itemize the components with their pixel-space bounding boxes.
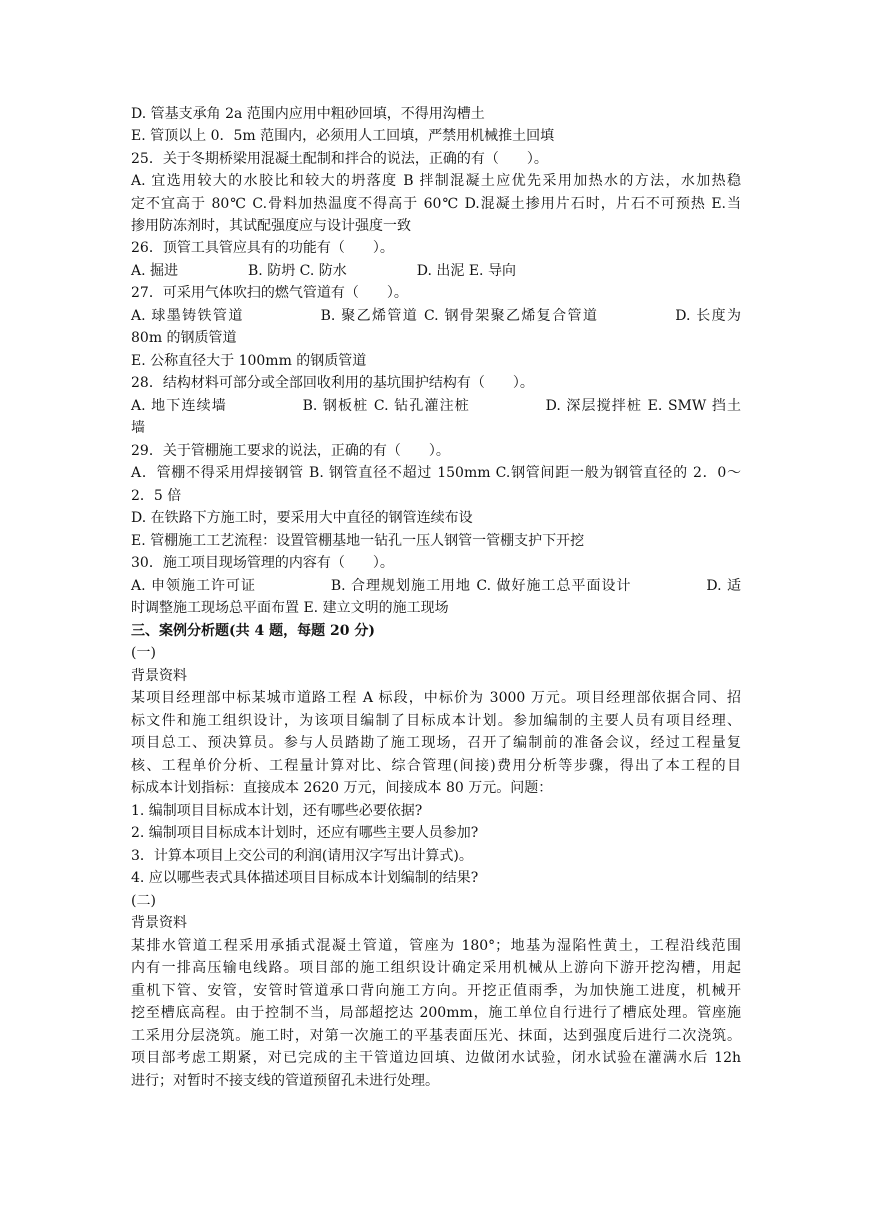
- text-line: E. 管棚施工工艺流程：设置管棚基地一钻孔一压人钢管一管棚支护下开挖: [131, 533, 585, 549]
- text-line: 定不宜高于 80℃ C.骨料加热温度不得高于 60℃ D.混凝土掺用片石时，片石不可预热 E.当: [131, 196, 741, 212]
- text-line: 进行；对暂时不接支线的管道预留孔未进行处理。: [131, 1073, 439, 1089]
- text-line: A. 掘进 B. 防坍 C. 防水 D. 出泥 E. 导向: [131, 263, 516, 279]
- text-line: A. 地下连续墙 B. 钢板桩 C. 钻孔灌注桩 D. 深层搅拌桩 E. SMW 挡土: [131, 398, 741, 414]
- text-line: 标文件和施工组织设计，为该项目编制了目标成本计划。参加编制的主要人员有项目经理、: [131, 713, 741, 729]
- question-item: 4. 应以哪些表式具体描述项目目标成本计划编制的结果?: [131, 870, 479, 886]
- case-number: (二): [131, 893, 156, 909]
- text-line: E. 公称直径大于 100mm 的钢质管道: [131, 353, 367, 369]
- text-line: D. 在铁路下方施工时，要采用大中直径的钢管连续布设: [131, 510, 473, 526]
- text-line: 某排水管道工程采用承插式混凝土管道，管座为 180°；地基为湿陷性黄土，工程沿线范围: [131, 938, 741, 954]
- text-line: 内有一排高压输电线路。项目部的施工组织设计确定采用机械从上游向下游开挖沟槽，用起: [131, 960, 741, 976]
- text-line: 标成本计划指标：直接成本 2620 万元，间接成本 80 万元。问题：: [131, 780, 553, 796]
- text-line: 掺用防冻剂时，其试配强度应与设计强度一致: [131, 218, 411, 234]
- text-line: 墙: [131, 420, 145, 436]
- text-line: A. 球墨铸铁管道 B. 聚乙烯管道 C. 钢骨架聚乙烯复合管道 D. 长度为: [131, 308, 741, 324]
- question-26: 26．顶管工具管应具有的功能有（ ）。: [131, 240, 394, 256]
- case-number: (一): [131, 645, 156, 661]
- question-28: 28．结构材料可部分或全部回收利用的基坑围护结构有（ ）。: [131, 375, 534, 391]
- text-line: A. 申领施工许可证 B. 合理规划施工用地 C. 做好施工总平面设计 D. 适: [131, 578, 741, 594]
- text-line: 某项目经理部中标某城市道路工程 A 标段，中标价为 3000 万元。项目经理部依据合同、招: [131, 690, 741, 706]
- text-line: A．管棚不得采用焊接钢管 B. 钢管直径不超过 150mm C.钢管间距一般为钢管直径的 2．0～: [131, 465, 741, 481]
- subheading: 背景资料: [131, 915, 187, 931]
- text-line: E. 管顶以上 0．5m 范围内，必须用人工回填，严禁用机械推土回填: [131, 128, 555, 144]
- text-line: 核、工程单价分析、工程量计算对比、综合管理(间接)费用分析等步骤，得出了本工程的目: [131, 758, 741, 774]
- text-line: 项目部考虑工期紧，对已完成的主干管道边回填、边做闭水试验，闭水试验在灌满水后 12h: [131, 1050, 741, 1066]
- question-item: 1. 编制项目目标成本计划，还有哪些必要依据?: [131, 803, 423, 819]
- section-heading: 三、案例分析题(共 4 题，每题 20 分): [131, 623, 375, 639]
- text-line: 工采用分层浇筑。施工时，对第一次施工的平基表面压光、抹面，达到强度后进行二次浇筑。: [131, 1028, 741, 1044]
- text-line: 重机下管、安管，安管时管道承口背向施工方向。开挖正值雨季，为加快施工进度，机械开: [131, 983, 741, 999]
- text-line: 项目总工、预决算员。参与人员踏勘了施工现场，召开了编制前的准备会议，经过工程量复: [131, 735, 741, 751]
- text-line: 2．5 倍: [131, 488, 182, 504]
- text-line: 80m 的钢质管道: [131, 330, 237, 346]
- text-line: D. 管基支承角 2a 范围内应用中粗砂回填，不得用沟槽土: [131, 106, 485, 122]
- text-line: 挖至槽底高程。由于控制不当，局部超挖达 200mm，施工单位自行进行了槽底处理。管座施: [131, 1005, 741, 1021]
- question-item: 2. 编制项目目标成本计划时，还应有哪些主要人员参加?: [131, 825, 479, 841]
- text-line: A. 宜选用较大的水胶比和较大的坍落度 B 拌制混凝土应优先采用加热水的方法，水加热稳: [131, 173, 741, 189]
- question-25: 25．关于冬期桥梁用混凝土配制和拌合的说法，正确的有（ ）。: [131, 151, 548, 167]
- text-line: 时调整施工现场总平面布置 E. 建立文明的施工现场: [131, 600, 449, 616]
- question-30: 30．施工项目现场管理的内容有（ ）。: [131, 555, 394, 571]
- question-29: 29．关于管棚施工要求的说法，正确的有（ ）。: [131, 443, 450, 459]
- subheading: 背景资料: [131, 668, 187, 684]
- question-27: 27．可采用气体吹扫的燃气管道有（ ）。: [131, 285, 408, 301]
- question-item: 3．计算本项目上交公司的利润(请用汉字写出计算式)。: [131, 848, 473, 864]
